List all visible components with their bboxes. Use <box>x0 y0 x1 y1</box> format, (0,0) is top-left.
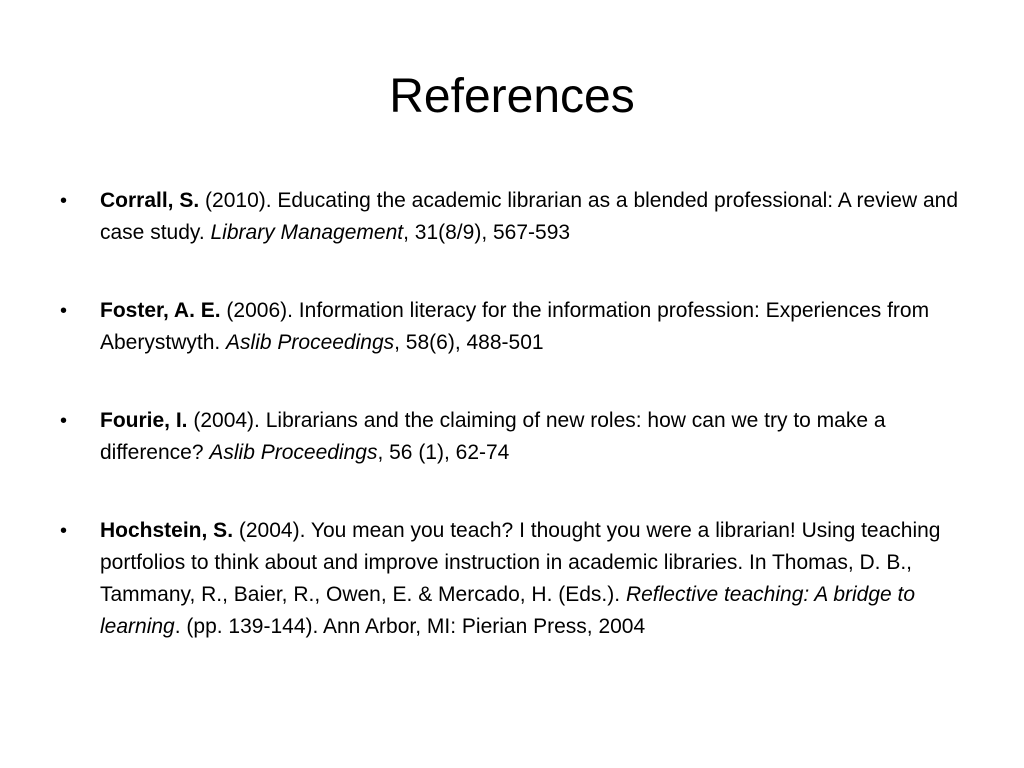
reference-details: (2006). Information literacy for the information profession: Experiences from Aberystwyth. <box>100 299 930 354</box>
reference-source: Aslib Proceedings <box>209 441 378 464</box>
reference-source: Aslib Proceedings <box>226 331 395 354</box>
reference-citation: , 58(6), 488-501 <box>394 331 544 354</box>
slide-title: References <box>389 70 635 123</box>
reference-citation: , 31(8/9), 567-593 <box>403 221 571 244</box>
bullet-icon: • <box>60 410 68 432</box>
reference-author: Corrall, S. <box>100 189 200 212</box>
bullet-icon: • <box>60 190 68 212</box>
bullet-icon: • <box>60 520 68 542</box>
reference-list <box>60 185 985 689</box>
reference-source: Library Management <box>210 221 404 244</box>
reference-author: Fourie, I. <box>100 409 188 432</box>
reference-author: Hochstein, S. <box>100 519 234 542</box>
reference-item <box>60 515 985 643</box>
reference-citation: . (pp. 139-144). Ann Arbor, MI: Pierian Press, 2004 <box>174 615 646 638</box>
reference-details: (2004). You mean you teach? I thought you were a librarian! Using teaching portfolios to think about and improve instruction in academic libraries. In Thomas, D. B., Tammany, R., Baier, R., Owen, E. & Mercado, H. (Eds.). <box>100 519 941 606</box>
reference-citation: , 56 (1), 62-74 <box>377 441 510 464</box>
reference-source: Reflective teaching: A bridge to learning <box>100 583 916 638</box>
reference-details: (2004). Librarians and the claiming of new roles: how can we try to make a difference? <box>100 409 886 464</box>
reference-item <box>60 295 985 359</box>
reference-item <box>60 185 985 249</box>
reference-author: Foster, A. E. <box>100 299 221 322</box>
bullet-icon: • <box>60 300 68 322</box>
reference-details: (2010). Educating the academic librarian as a blended professional: A review and case study. <box>100 189 959 244</box>
reference-item <box>60 405 985 469</box>
